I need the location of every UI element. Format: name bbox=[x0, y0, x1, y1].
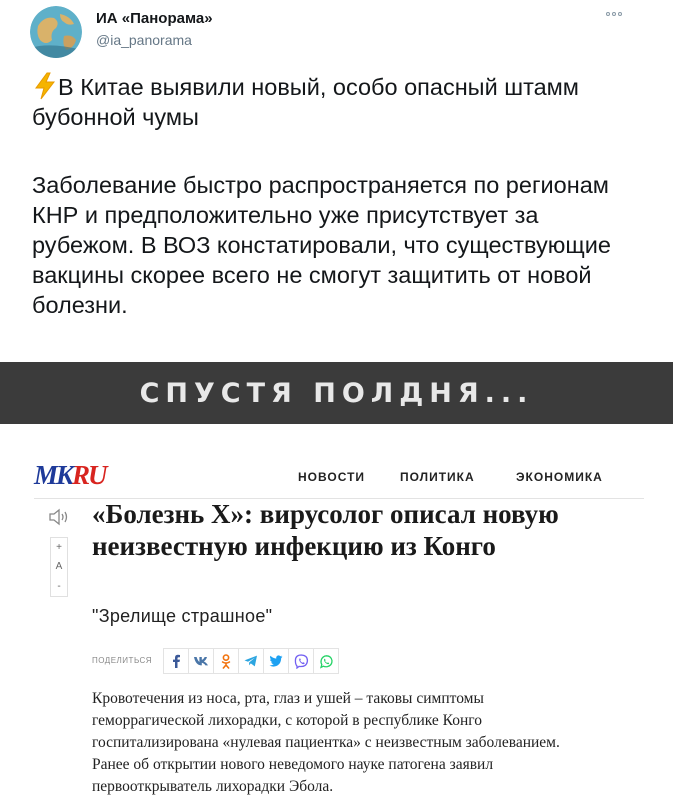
article-lead: Кровотечения из носа, рта, глаз и ушей – таковы симптомы геморрагической лихорадки, с которой в республике Конго госпитализирована «нулевая пациентка» с неизвестным заболеванием. Ранее об открытии нового неведомого науке патогена заявил первооткрыватель лихорадки Эбола. bbox=[92, 690, 560, 795]
article-subtitle: "Зрелище страшное" bbox=[92, 606, 273, 626]
facebook-icon bbox=[171, 654, 181, 668]
vk-share-button[interactable] bbox=[188, 648, 214, 674]
font-increase-button[interactable]: + bbox=[56, 542, 62, 554]
viber-share-button[interactable] bbox=[288, 648, 314, 674]
speaker-icon[interactable] bbox=[48, 507, 70, 527]
twitter-share-button[interactable] bbox=[263, 648, 289, 674]
whatsapp-share-button[interactable] bbox=[313, 648, 339, 674]
font-size-control bbox=[50, 537, 68, 597]
nav-politics[interactable]: ПОЛИТИКА bbox=[400, 470, 475, 484]
share-buttons bbox=[164, 648, 339, 674]
lightning-icon bbox=[32, 72, 58, 100]
font-decrease-button[interactable]: - bbox=[57, 580, 61, 592]
caption-banner bbox=[0, 362, 673, 424]
font-reset-button[interactable]: A bbox=[55, 561, 63, 573]
whatsapp-icon bbox=[319, 654, 334, 669]
share-label: ПОДЕЛИТЬСЯ bbox=[92, 656, 153, 665]
banner-text: СПУСТЯ ПОЛДНЯ... bbox=[139, 377, 534, 409]
news-article bbox=[0, 424, 673, 807]
nav-economy[interactable]: ЭКОНОМИКА bbox=[516, 470, 603, 484]
nav-news[interactable]: НОВОСТИ bbox=[298, 470, 366, 484]
avatar[interactable] bbox=[30, 6, 82, 58]
twitter-icon bbox=[269, 655, 283, 667]
viber-icon bbox=[294, 654, 309, 669]
tweet-author-name[interactable]: ИА «Панорама» bbox=[96, 10, 213, 27]
vk-icon bbox=[193, 656, 209, 666]
tweet-text-paragraph-1: В Китае выявили новый, особо опасный штамм бубонной чумы bbox=[32, 74, 579, 130]
odnoklassniki-share-button[interactable] bbox=[213, 648, 239, 674]
facebook-share-button[interactable] bbox=[163, 648, 189, 674]
telegram-icon bbox=[244, 655, 258, 667]
article-headline: «Болезнь Х»: вирусолог описал новую неизвестную инфекцию из Конго bbox=[92, 499, 559, 561]
tweet-text-paragraph-2: Заболевание быстро распространяется по регионам КНР и предположительно уже присутствует за рубежом. В ВОЗ констатировали, что существующие вакцины скорее всего не смогут защитить от новой болезни. bbox=[32, 172, 611, 318]
telegram-share-button[interactable] bbox=[238, 648, 264, 674]
tweet-author-handle[interactable]: @ia_panorama bbox=[96, 32, 192, 48]
odnoklassniki-icon bbox=[221, 654, 231, 669]
tweet-card bbox=[0, 0, 673, 360]
mk-ru-logo[interactable]: MKRU bbox=[34, 460, 106, 490]
more-options-icon[interactable] bbox=[606, 8, 626, 20]
